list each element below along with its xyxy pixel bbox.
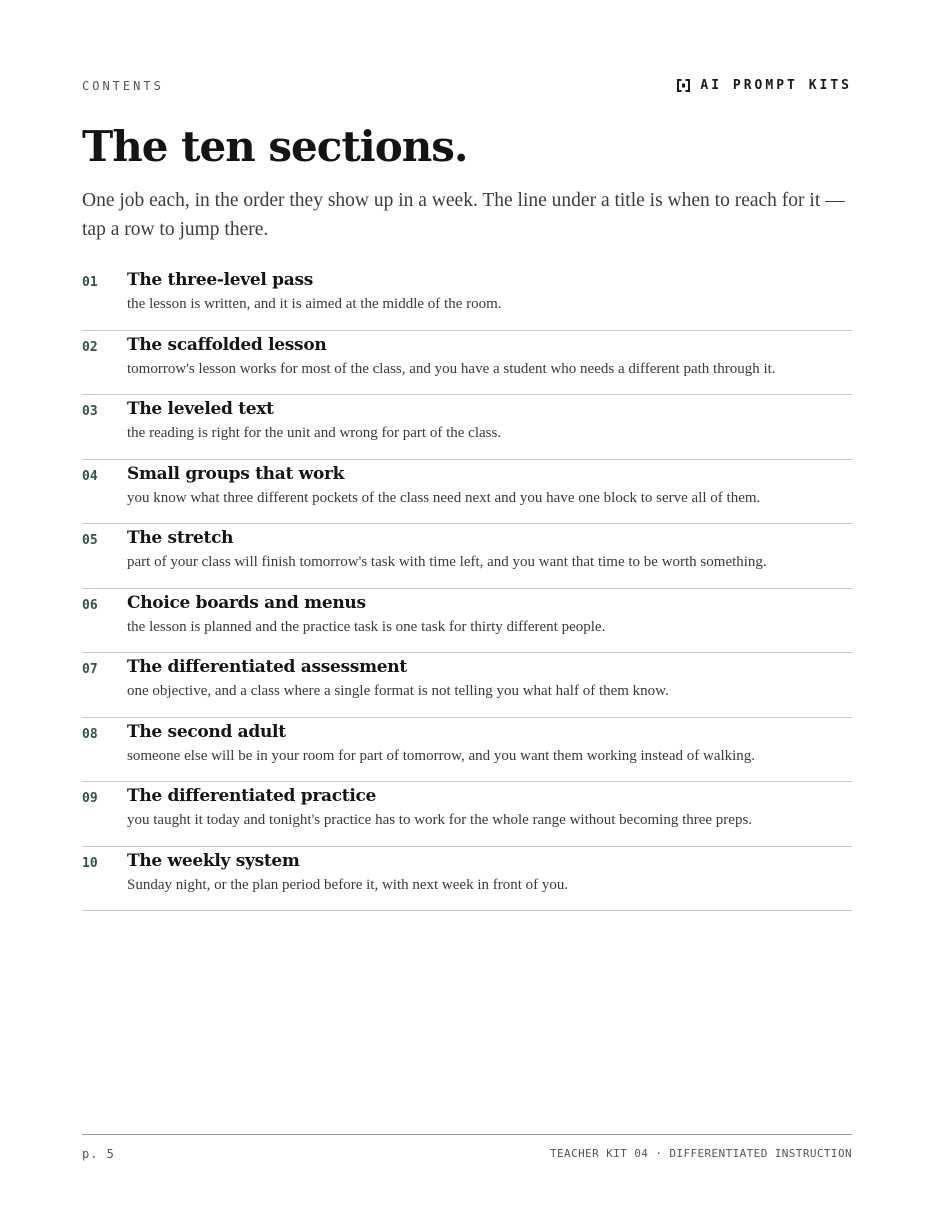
section-number: 04 [82,468,98,484]
section-number: 02 [82,339,98,355]
section-title: Choice boards and menus [127,592,366,613]
section-title: The leveled text [127,399,274,419]
section-title: The second adult [127,721,286,742]
contents-row[interactable] [82,589,852,654]
footer-rule [82,1134,852,1135]
intro-paragraph: One job each, in the order they show up in a week. The line under a title is when to reach for it — tap a row to jump there. [82,190,845,240]
section-when: you know what three different pockets of the class need next and you have one block to serve all of them. [127,489,761,506]
contents-row[interactable] [82,331,852,396]
section-title: The stretch [127,528,234,548]
section-title: The differentiated practice [127,786,377,806]
section-number: 07 [82,662,98,677]
running-head [82,79,852,99]
section-when: the lesson is written, and it is aimed at the middle of the room. [127,296,502,312]
footer-document-title: TEACHER KIT 04 · DIFFERENTIATED INSTRUCTION [550,1147,852,1160]
contents-row[interactable] [82,782,852,847]
contents-row[interactable] [82,395,852,460]
section-title: The scaffolded lesson [127,334,327,355]
contents-row[interactable] [82,524,852,589]
page-number: p. 5 [82,1147,115,1161]
section-number: 08 [82,726,98,742]
section-number: 03 [82,404,98,419]
section-when: one objective, and a class where a single format is not telling you what half of them know. [127,683,669,699]
contents-row[interactable] [82,847,852,912]
section-title: Small groups that work [127,463,345,484]
section-number: 05 [82,533,98,548]
bracket-square-icon [677,79,690,92]
section-number: 10 [82,855,98,871]
section-title: The three-level pass [127,270,313,290]
section-label: CONTENTS [82,79,164,93]
section-when: the lesson is planned and the practice task is one task for thirty different people. [127,618,606,635]
contents-row[interactable] [82,460,852,525]
contents-row[interactable] [82,266,852,331]
contents-list [82,266,852,911]
section-when: you taught it today and tonight's practice has to work for the whole range without becoming three preps. [127,812,753,828]
section-when: the reading is right for the unit and wrong for part of the class. [127,425,502,441]
section-when: someone else will be in your room for part of tomorrow, and you want them working instead of walking. [127,747,756,764]
brand-name: AI PROMPT KITS [700,78,852,93]
brand [677,78,852,93]
contents-row[interactable] [82,718,852,783]
section-number: 09 [82,791,98,806]
section-number: 01 [82,275,98,290]
contents-row[interactable] [82,653,852,718]
section-number: 06 [82,597,98,613]
page-title: The ten sections. [82,122,468,171]
section-when: Sunday night, or the plan period before it, with next week in front of you. [127,876,569,893]
section-title: The weekly system [127,850,300,871]
section-title: The differentiated assessment [127,657,407,677]
section-when: tomorrow's lesson works for most of the class, and you have a student who needs a different path through it. [127,360,776,377]
section-when: part of your class will finish tomorrow's task with time left, and you want that time to be worth something. [127,554,767,570]
